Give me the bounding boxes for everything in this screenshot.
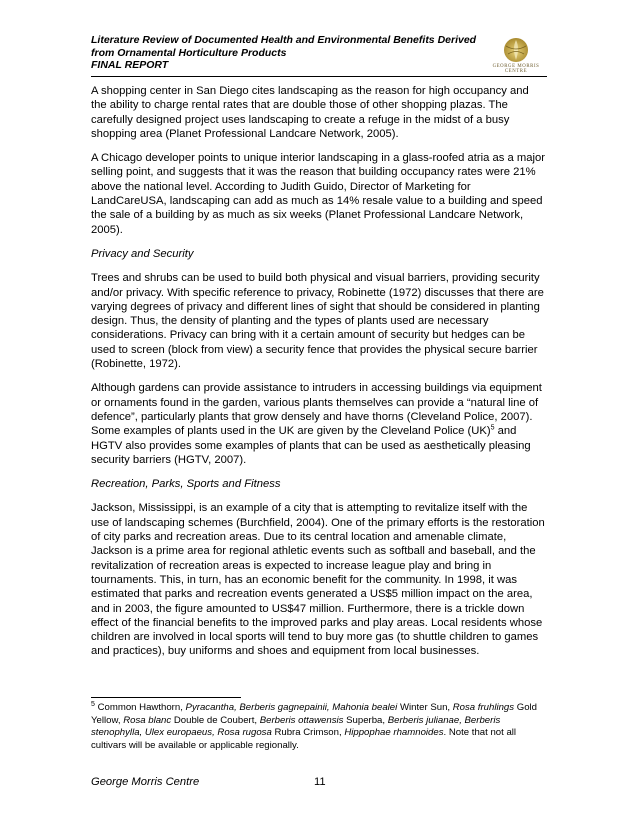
- footnote-text: Rubra Crimson,: [271, 727, 345, 739]
- paragraph-privacy: Trees and shrubs can be used to build both physical and visual barriers, providing security and/or privacy. With specific reference to privacy, Robinette (1972) discusses that there are varying degrees of privacy and different lines of sight that should be considered in planting design. Thus, the density of planting and the types of plants used are necessary considerations. Privacy can bring with it a certain amount of security but hedges can be used to screen (block from view) a security fence that provides the physical secure barrier (Robinette, 1972).: [91, 272, 544, 371]
- footnote-5: [91, 702, 547, 752]
- footnote-text: Double de Coubert,: [171, 714, 260, 726]
- george-morris-centre-logo: [482, 36, 550, 74]
- paragraph-security-plants: [91, 381, 547, 467]
- footnote-text: Gold Yellow,: [91, 702, 537, 726]
- page-number: 11: [314, 776, 326, 788]
- paragraph-security-text-2: and HGTV also provides some examples of plants that can be used as aesthetically pleasing security barriers (HGTV, 2007).: [91, 425, 531, 466]
- running-header: [91, 34, 547, 74]
- section-heading-recreation: Recreation, Parks, Sports and Fitness: [91, 478, 281, 491]
- footnote-reference-5: 5: [490, 424, 495, 432]
- footnote-species: Berberis ottawensis: [259, 714, 344, 726]
- footnote-separator: [91, 697, 241, 698]
- paragraph-san-diego: A shopping center in San Diego cites landscaping as the reason for high occupancy and the ability to charge rental rates that are double those of other shopping plazas. The carefully designed project uses landscaping to create a refuge in the midst of a busy shopping area (Planet Professional Landcare Network, 2005).: [91, 85, 529, 140]
- logo-mark-icon: [482, 36, 550, 64]
- header-title-line-3: FINAL REPORT: [91, 59, 169, 71]
- paragraph-chicago: A Chicago developer points to unique interior landscaping in a glass-roofed atria as a major selling point, and suggests that it was the reason that building occupancy rates were 21% above the national level. According to Judith Guido, Director of Marketing for LandCareUSA, landscaping can add as much as 14% resale value to a building and speed the sale of a building by as much as six weeks (Planet Professional Landcare Network, 2005).: [91, 152, 546, 236]
- footnote-text: Superba,: [343, 714, 388, 726]
- paragraph-security-text-1: Although gardens can provide assistance to intruders in accessing buildings via equipment or ornaments found in the garden, various plants themselves can provide a “natural line of defence”, particularly plants that grow densely and have thorns (Cleveland Police, 2007). Some examples of plants used in the UK are given by the Cleveland Police (UK): [91, 382, 542, 438]
- footnote-text: Common Hawthorn,: [94, 702, 186, 713]
- footnote-number: 5: [91, 700, 95, 708]
- logo-wordmark: GEORGE MORRIS CENTRE: [492, 64, 540, 74]
- paragraph-jackson: Jackson, Mississippi, is an example of a city that is attempting to revitalize itself with the use of landscaping schemes (Burchfield, 2004). One of the primary efforts is the restoration of city parks and recreation areas. Due to its central location and amenable climate, Jackson is a prime area for regional athletic events such as softball and baseball, and the revitalization of recreation areas is expected to increase league play and bring in tournaments. This, in turn, has an economic benefit for the community. In 1998, it was estimated that parks and recreation events generated a US$5 million impact on the area, and in 2003, the figure amounted to US$47 million. Furthermore, there is a trickle down effect of the financial benefits to the improved parks and play areas. Local residents whose children are involved in local sports will tend to buy more gas (to shuttle children to games and practices), buy uniforms and shoes and equipment from local businesses.: [91, 502, 545, 658]
- header-rule: [91, 76, 547, 77]
- header-title-line-1: Literature Review of Documented Health and Environmental Benefits Derived: [91, 34, 477, 46]
- footnote-species: Rosa blanc: [123, 714, 172, 726]
- footer-organization: George Morris Centre: [91, 776, 200, 788]
- footnote-species: Pyracantha, Berberis gagnepainii, Mahonia bealei: [185, 702, 398, 713]
- footnote-species: Rosa fruhlings: [452, 702, 515, 713]
- header-title-line-2: from Ornamental Horticulture Products: [91, 46, 287, 59]
- body-text: [91, 84, 547, 669]
- footnote-species: Hippophae rhamnoides: [344, 727, 444, 739]
- footnote-text: Winter Sun,: [397, 702, 453, 713]
- footnote-text: . Note that not all cultivars will be available or applicable regionally.: [91, 727, 517, 751]
- footnote-species: Berberis julianae, Berberis stenophylla, Ulex europaeus, Rosa rugosa: [91, 714, 501, 739]
- section-heading-privacy-security: Privacy and Security: [91, 247, 194, 260]
